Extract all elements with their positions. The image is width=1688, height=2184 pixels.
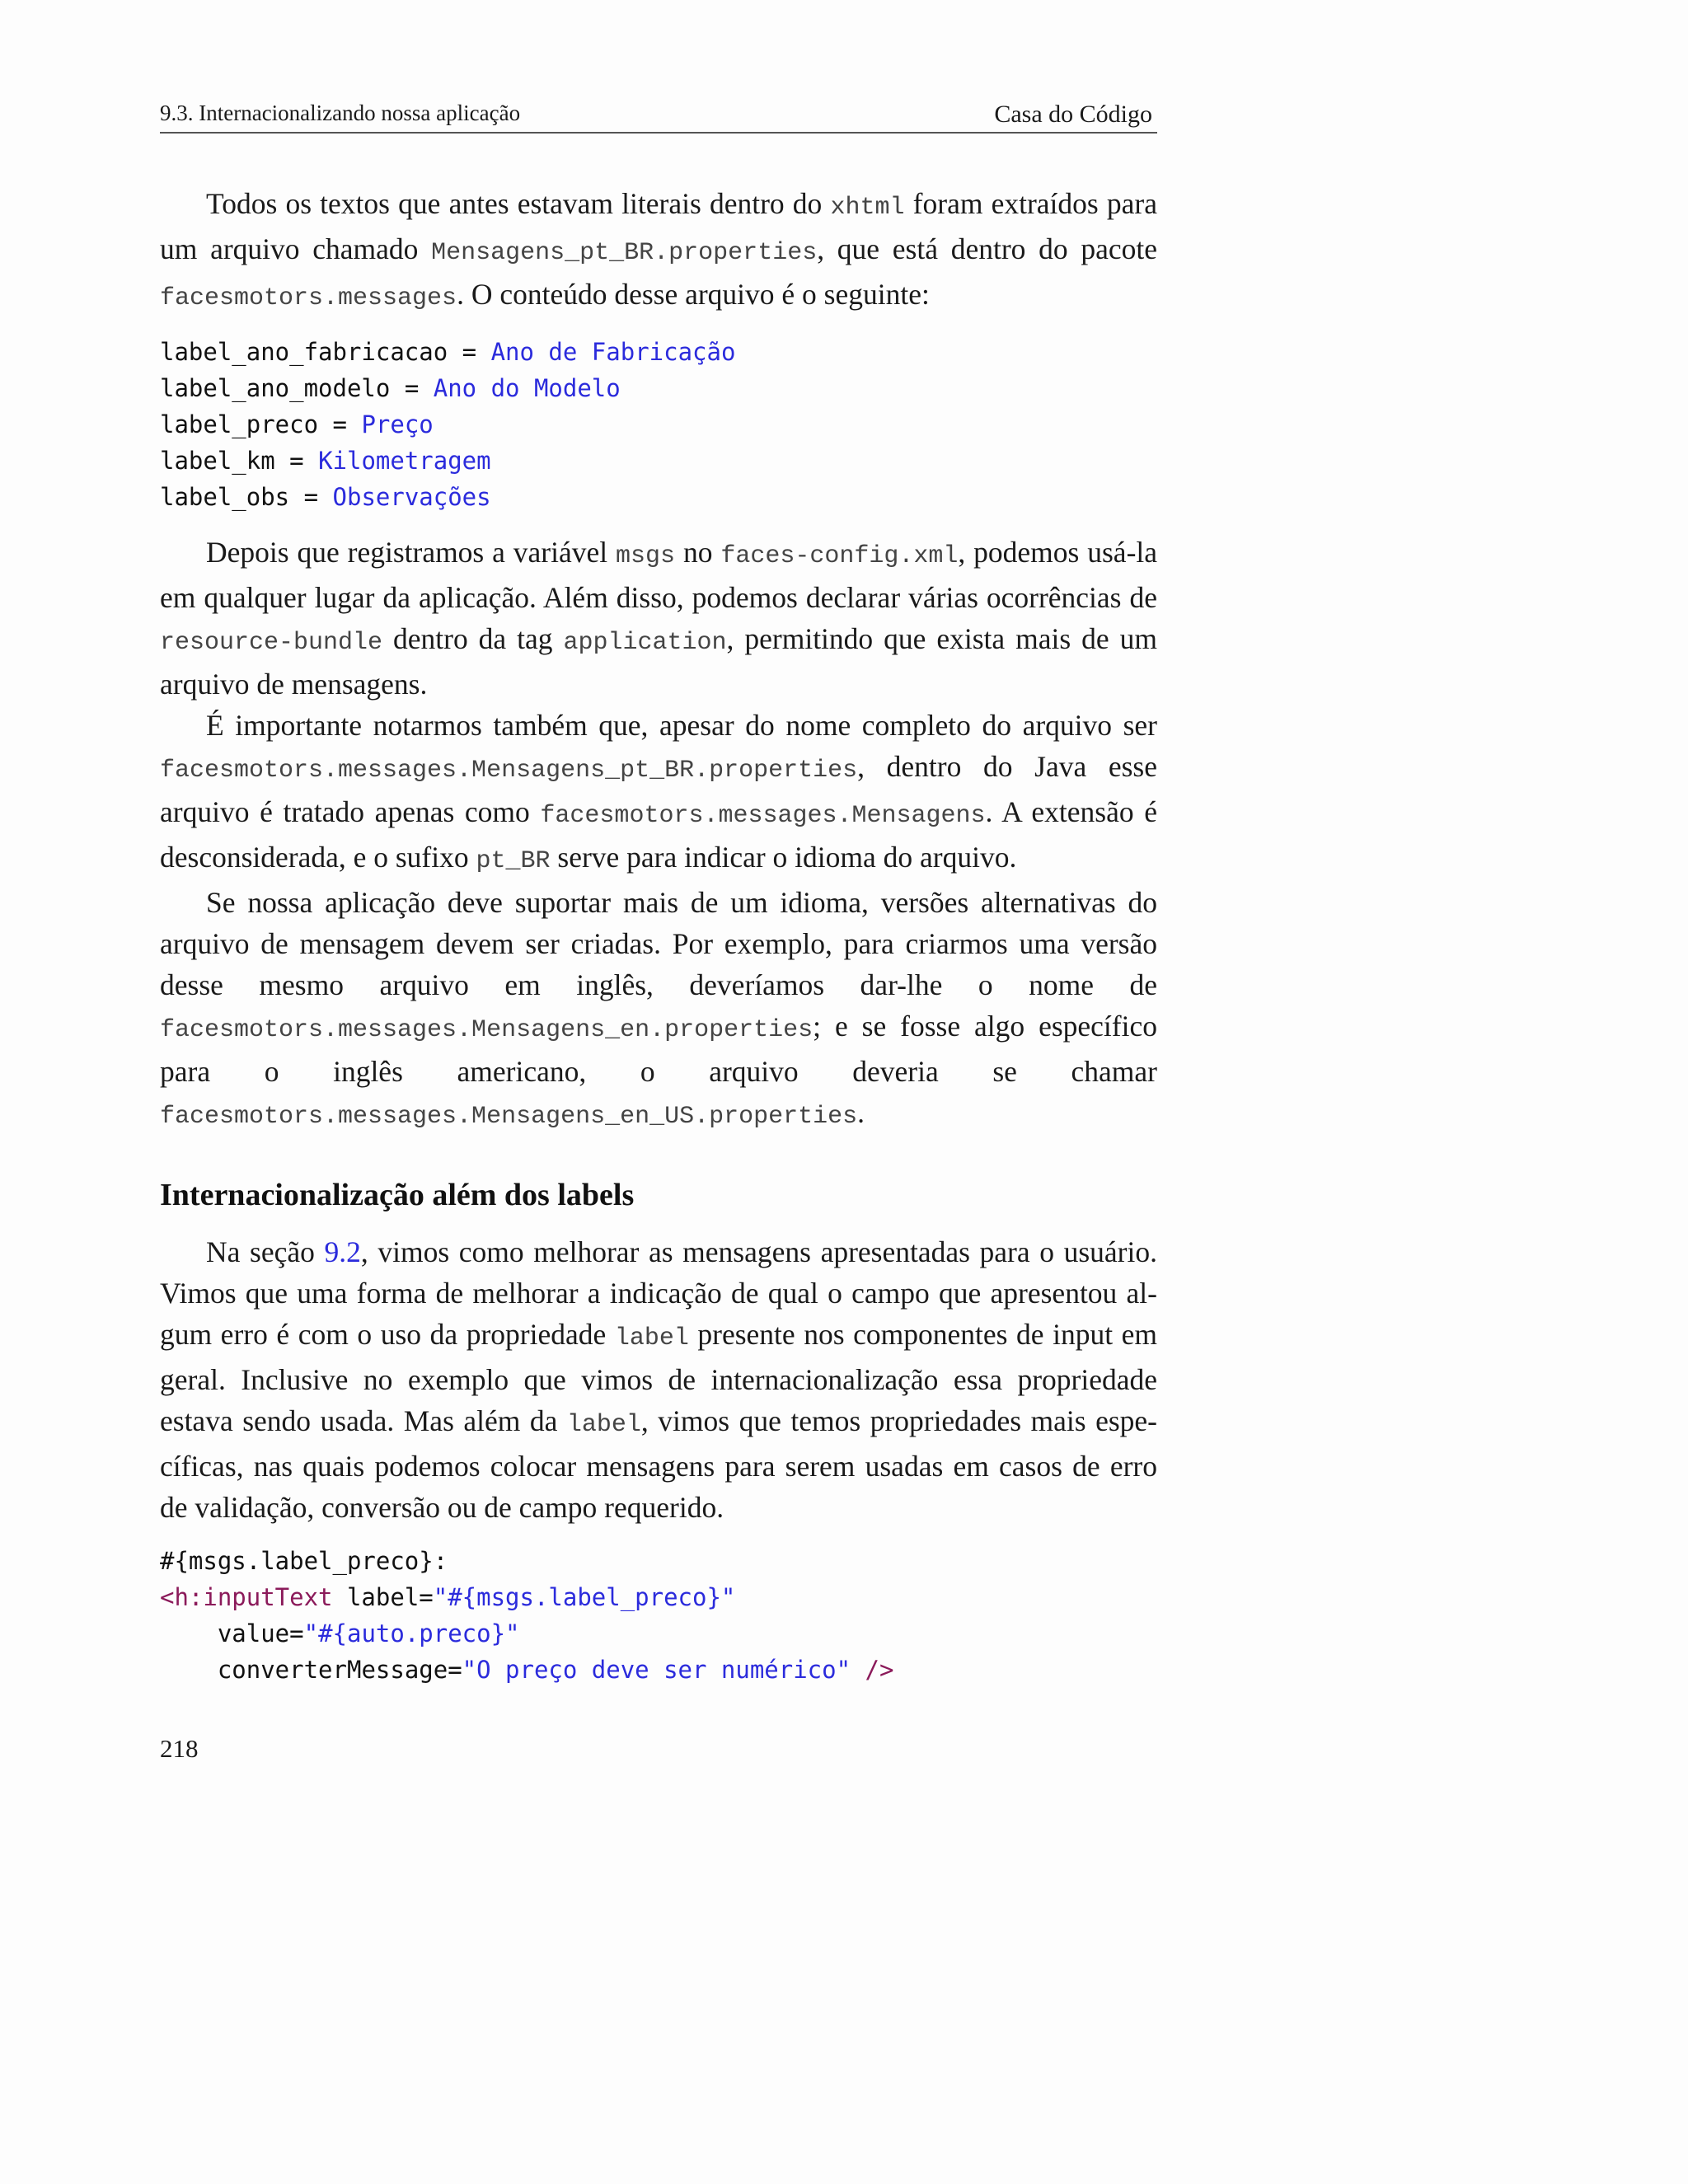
page-number: 218 bbox=[160, 1734, 199, 1763]
code-indent bbox=[160, 1656, 218, 1684]
code-line bbox=[160, 443, 1157, 479]
code-string: "#{msgs.label_preco}" bbox=[433, 1583, 736, 1611]
header-section-title: 9.3. Internacionalizando nossa aplicação bbox=[160, 101, 521, 125]
text: Na seção bbox=[206, 1235, 325, 1268]
code-line bbox=[160, 479, 1157, 515]
code-key: label_ano_modelo bbox=[160, 374, 391, 402]
code-line bbox=[160, 1652, 1157, 1688]
code-indent bbox=[160, 1619, 218, 1647]
inline-code: msgs bbox=[616, 542, 676, 570]
inline-code: facesmotors.messages bbox=[160, 284, 457, 312]
code-operator: = bbox=[274, 447, 319, 475]
inline-code: application bbox=[563, 629, 727, 657]
header-publisher: Casa do Código bbox=[994, 101, 1152, 128]
section-reference-link[interactable]: 9.2 bbox=[324, 1235, 361, 1268]
code-key: label_ano_fabricacao bbox=[160, 338, 448, 366]
code-value: Ano de Fabricação bbox=[490, 338, 736, 366]
text: , podemos usá-la em qualquer lugar da aplicação. Além disso, podemos declarar várias ocorrências de bbox=[160, 536, 1158, 614]
inline-code: facesmotors.messages.Mensagens_pt_BR.properties bbox=[160, 757, 858, 785]
xhtml-code-block bbox=[160, 1543, 1157, 1688]
code-string: "#{auto.preco}" bbox=[303, 1619, 520, 1647]
properties-code-block bbox=[160, 334, 1157, 515]
text: É importante notarmos também que, apesar do nome completo do arquivo ser bbox=[206, 709, 1157, 742]
text: , permitindo que exista mais de um arquivo de mensagens. bbox=[160, 622, 1157, 701]
inline-code: label bbox=[566, 1411, 641, 1439]
paragraph-languages bbox=[160, 882, 1157, 1137]
code-attribute: value= bbox=[217, 1619, 304, 1647]
code-string: "O preço deve ser numérico" bbox=[462, 1656, 851, 1684]
code-line bbox=[160, 370, 1157, 406]
text: no bbox=[675, 536, 721, 569]
code-attribute: converterMessage= bbox=[217, 1656, 462, 1684]
text: Todos os textos que antes estavam literais dentro do bbox=[206, 187, 831, 220]
code-tag: <h:inputText bbox=[160, 1583, 333, 1611]
text: Depois que registramos a variável bbox=[206, 536, 617, 569]
inline-code: pt_BR bbox=[476, 847, 551, 875]
inline-code: Mensagens_pt_BR.properties bbox=[431, 239, 818, 267]
text: Se nossa aplicação deve suportar mais de um idioma, versões alternativas do arquivo de mensagem devem ser criadas. Por exemplo, para criarmos uma versão desse mesmo arquivo em inglês, deveríamos dar-lhe o nome de bbox=[160, 886, 1157, 1001]
page-body bbox=[160, 183, 1157, 1688]
code-value: Kilometragem bbox=[318, 447, 491, 475]
text: . O conteúdo desse arquivo é o seguinte: bbox=[457, 278, 930, 311]
inline-code: facesmotors.messages.Mensagens_en.properties bbox=[160, 1016, 814, 1044]
inline-code: xhtml bbox=[830, 194, 905, 222]
code-operator: = bbox=[289, 483, 333, 511]
text: dentro da tag bbox=[382, 622, 564, 655]
paragraph-registry bbox=[160, 532, 1157, 705]
code-key: label_obs bbox=[160, 483, 290, 511]
inline-code: facesmotors.messages.Mensagens_en_US.properties bbox=[160, 1103, 858, 1131]
code-operator: = bbox=[448, 338, 491, 366]
code-operator: = bbox=[318, 410, 362, 438]
text: serve para indicar o idioma do arquivo. bbox=[550, 841, 1017, 874]
inline-code: faces-config.xml bbox=[720, 542, 959, 570]
code-key: label_preco bbox=[160, 410, 319, 438]
paragraph-labels bbox=[160, 1231, 1157, 1528]
text: . bbox=[857, 1096, 865, 1129]
code-attribute: label= bbox=[332, 1583, 434, 1611]
text: presente nos componentes de input em geral. Inclusive no exemplo que vimos de internacionalização essa propriedade estava sendo usada. Mas além da bbox=[160, 1318, 1157, 1437]
code-line bbox=[160, 406, 1157, 443]
inline-code: label bbox=[614, 1324, 689, 1352]
running-header bbox=[160, 97, 1157, 134]
inline-code: resource-bundle bbox=[160, 629, 383, 657]
code-expression: #{msgs.label_preco}: bbox=[160, 1547, 448, 1575]
code-operator: = bbox=[390, 374, 434, 402]
code-line bbox=[160, 334, 1157, 370]
paragraph-file-name bbox=[160, 705, 1157, 882]
text: . A extensão é desconsiderada, e o sufixo bbox=[160, 795, 1157, 874]
text: foram extraídos para um arquivo chamado bbox=[160, 187, 1157, 265]
paragraph-intro bbox=[160, 183, 1157, 319]
code-line bbox=[160, 1579, 1157, 1615]
text: , que está dentro do pacote bbox=[817, 232, 1157, 265]
inline-code: facesmotors.messages.Mensagens bbox=[540, 802, 986, 830]
code-line bbox=[160, 1615, 1157, 1652]
text: , vimos como melhorar as mensagens apresentadas para o usuário. Vimos que uma forma de melhorar a indicação de qual o campo que apresentou algum erro é com o uso da propriedade bbox=[160, 1235, 1157, 1351]
code-key: label_km bbox=[160, 447, 275, 475]
text: ; e se fosse algo específico para o inglês americano, o arquivo deveria se chamar bbox=[160, 1010, 1157, 1088]
text: , dentro do Java esse arquivo é tratado apenas como bbox=[160, 750, 1157, 828]
code-value: Ano do Modelo bbox=[433, 374, 621, 402]
code-value: Observações bbox=[332, 483, 491, 511]
text: , vimos que temos propriedades mais específicas, nas quais podemos colocar mensagens para serem usadas em casos de erro de validação, conversão ou de campo requerido. bbox=[160, 1404, 1157, 1524]
section-heading: Internacionalização além dos labels bbox=[160, 1178, 635, 1212]
code-tag: /> bbox=[851, 1656, 894, 1684]
code-value: Preço bbox=[361, 410, 434, 438]
code-line bbox=[160, 1543, 1157, 1579]
